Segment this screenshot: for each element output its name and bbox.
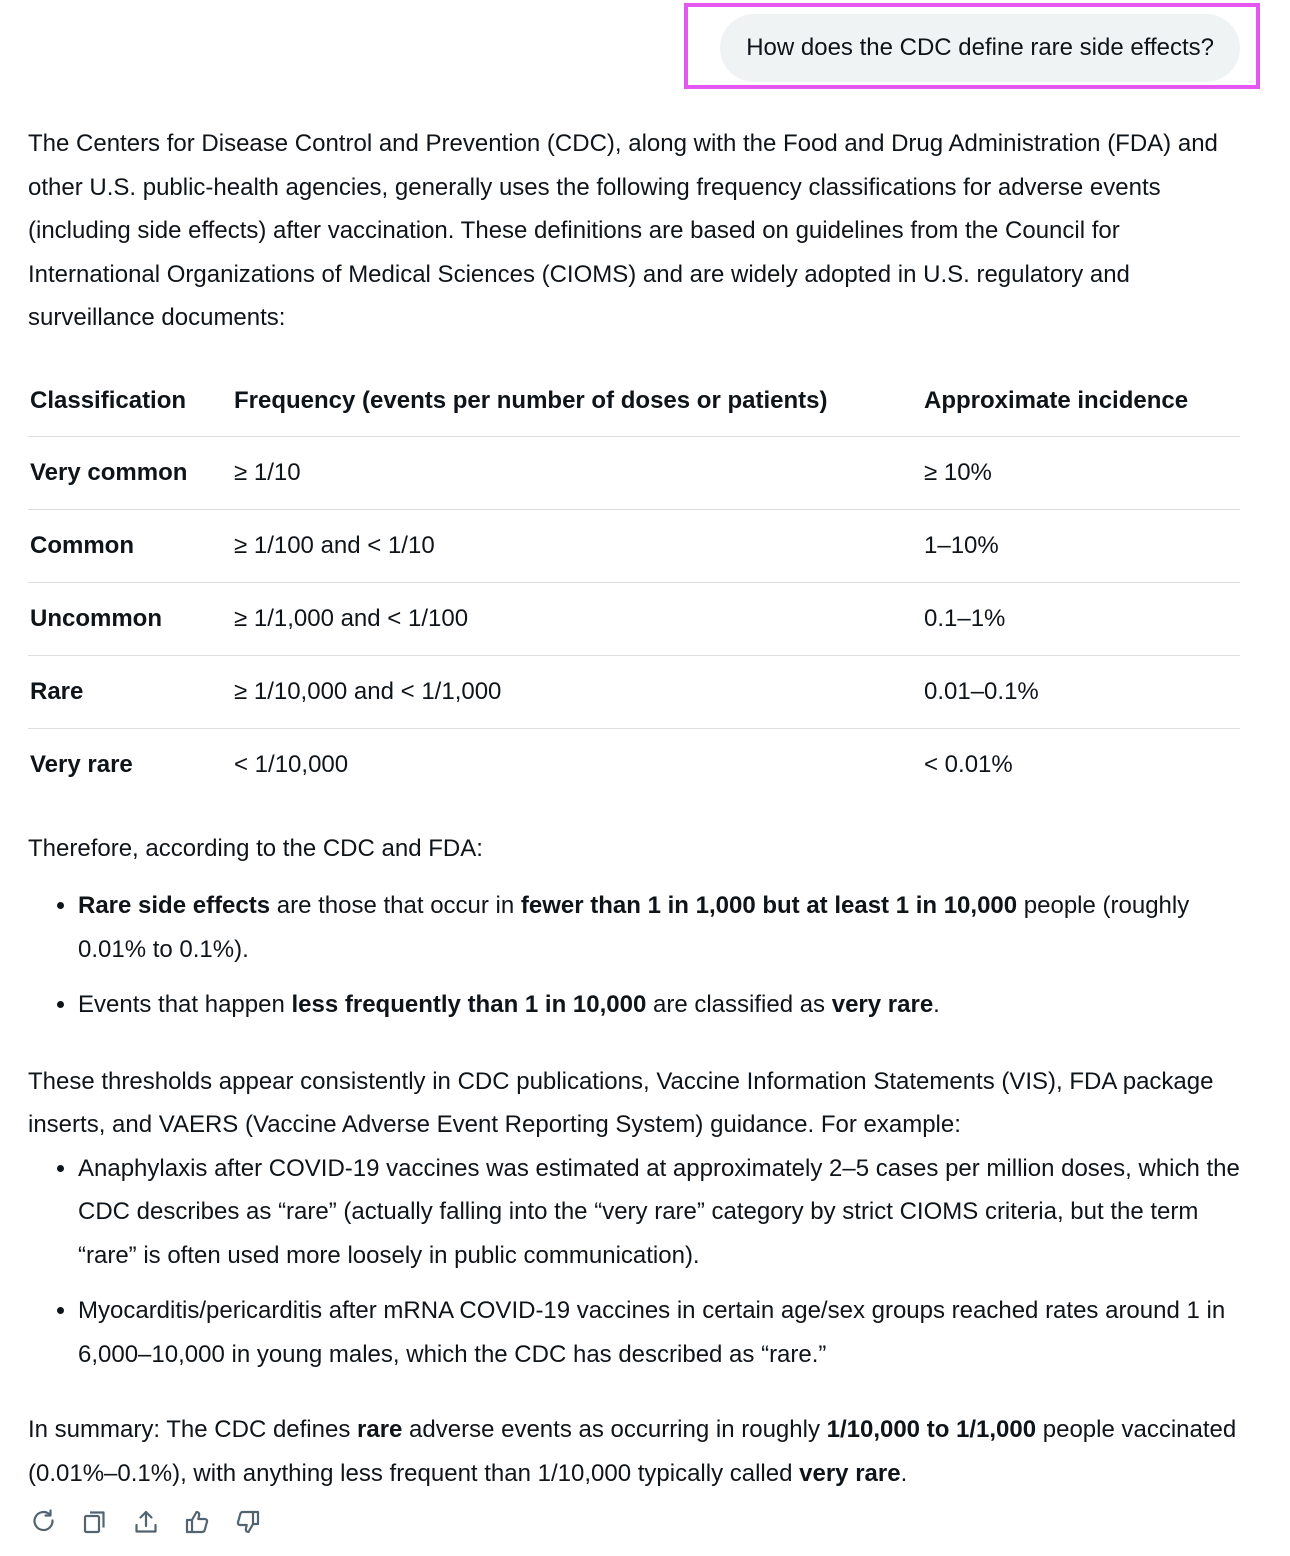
message-actions (30, 1504, 262, 1540)
like-button[interactable] (183, 1508, 211, 1536)
copy-button[interactable] (81, 1508, 109, 1536)
copy-icon (81, 1508, 109, 1536)
share-icon (132, 1508, 160, 1536)
list-item: • Myocarditis/pericarditis after mRNA COVID-19 vaccines in certain age/sex groups reached rates around 1 in 6,000–10,000 in young males, which the CDC has described as “rare.” (78, 1289, 1248, 1376)
frequency-table (28, 366, 1240, 801)
table-cell: Common (28, 509, 232, 582)
example-bullets (28, 1147, 1248, 1377)
list-item: • Events that happen less frequently than 1 in 10,000 are classified as very rare. (78, 983, 1248, 1027)
table-cell: ≥ 1/10 (232, 436, 922, 509)
thumbs-up-icon (183, 1508, 211, 1536)
table-cell: ≥ 1/10,000 and < 1/1,000 (232, 655, 922, 728)
table-cell: Very common (28, 436, 232, 509)
dislike-button[interactable] (234, 1508, 262, 1536)
assistant-response (28, 122, 1248, 1495)
table-cell: Uncommon (28, 582, 232, 655)
share-button[interactable] (132, 1508, 160, 1536)
table-cell: ≥ 10% (922, 436, 1240, 509)
table-header: Classification (30, 386, 187, 414)
table-cell: ≥ 1/1,000 and < 1/100 (232, 582, 922, 655)
table-header-row (28, 366, 1240, 437)
user-message-bubble: How does the CDC define rare side effects? (720, 14, 1240, 82)
table-cell: Very rare (28, 728, 232, 801)
response-intro: The Centers for Disease Control and Prevention (CDC), along with the Food and Drug Administration (FDA) and other U.S. public-health agencies, generally uses the following frequency classifications for adverse events (including side effects) after vaccination. These definitions are based on guidelines from the Council for International Organizations of Medical Sciences (CIOMS) and are widely adopted in U.S. regulatory and surveillance documents: (28, 130, 1218, 331)
list-item: • Anaphylaxis after COVID-19 vaccines was estimated at approximately 2–5 cases per million doses, which the CDC describes as “rare” (actually falling into the “very rare” category by strict CIOMS criteria, but the term “rare” is often used more loosely in public communication). (78, 1147, 1248, 1278)
thumbs-down-icon (234, 1508, 262, 1536)
rarity-bullets (28, 884, 1248, 1027)
table-cell: ≥ 1/100 and < 1/10 (232, 509, 922, 582)
table-row (28, 728, 1240, 801)
table-row (28, 582, 1240, 655)
table-cell: Rare (28, 655, 232, 728)
table-header: Approximate incidence (924, 386, 1189, 414)
table-cell: < 1/10,000 (232, 728, 922, 801)
table-cell: 0.1–1% (922, 582, 1240, 655)
thresholds-text: These thresholds appear consistently in CDC publications, Vaccine Information Statements (VIS), FDA package inserts, and VAERS (Vaccine Adverse Event Reporting System) guidance. For example: (28, 1067, 1214, 1138)
table-header: Frequency (events per number of doses or patients) (234, 386, 828, 414)
list-item: • Rare side effects are those that occur in fewer than 1 in 1,000 but at least 1 in 10,000 people (roughly 0.01% to 0.1%). (78, 884, 1248, 971)
regenerate-button[interactable] (30, 1508, 58, 1536)
table-row (28, 509, 1240, 582)
table-row (28, 436, 1240, 509)
table-cell: 0.01–0.1% (922, 655, 1240, 728)
table-cell: 1–10% (922, 509, 1240, 582)
table-cell: < 0.01% (922, 728, 1240, 801)
therefore-text: Therefore, according to the CDC and FDA: (28, 834, 483, 862)
refresh-icon (30, 1508, 58, 1536)
table-row (28, 655, 1240, 728)
summary-text: In summary: The CDC defines rare adverse events as occurring in roughly 1/10,000 to 1/1,000 people vaccinated (0.01%–0.1%), with anything less frequent than 1/10,000 typically called very rare. (28, 1416, 1237, 1487)
